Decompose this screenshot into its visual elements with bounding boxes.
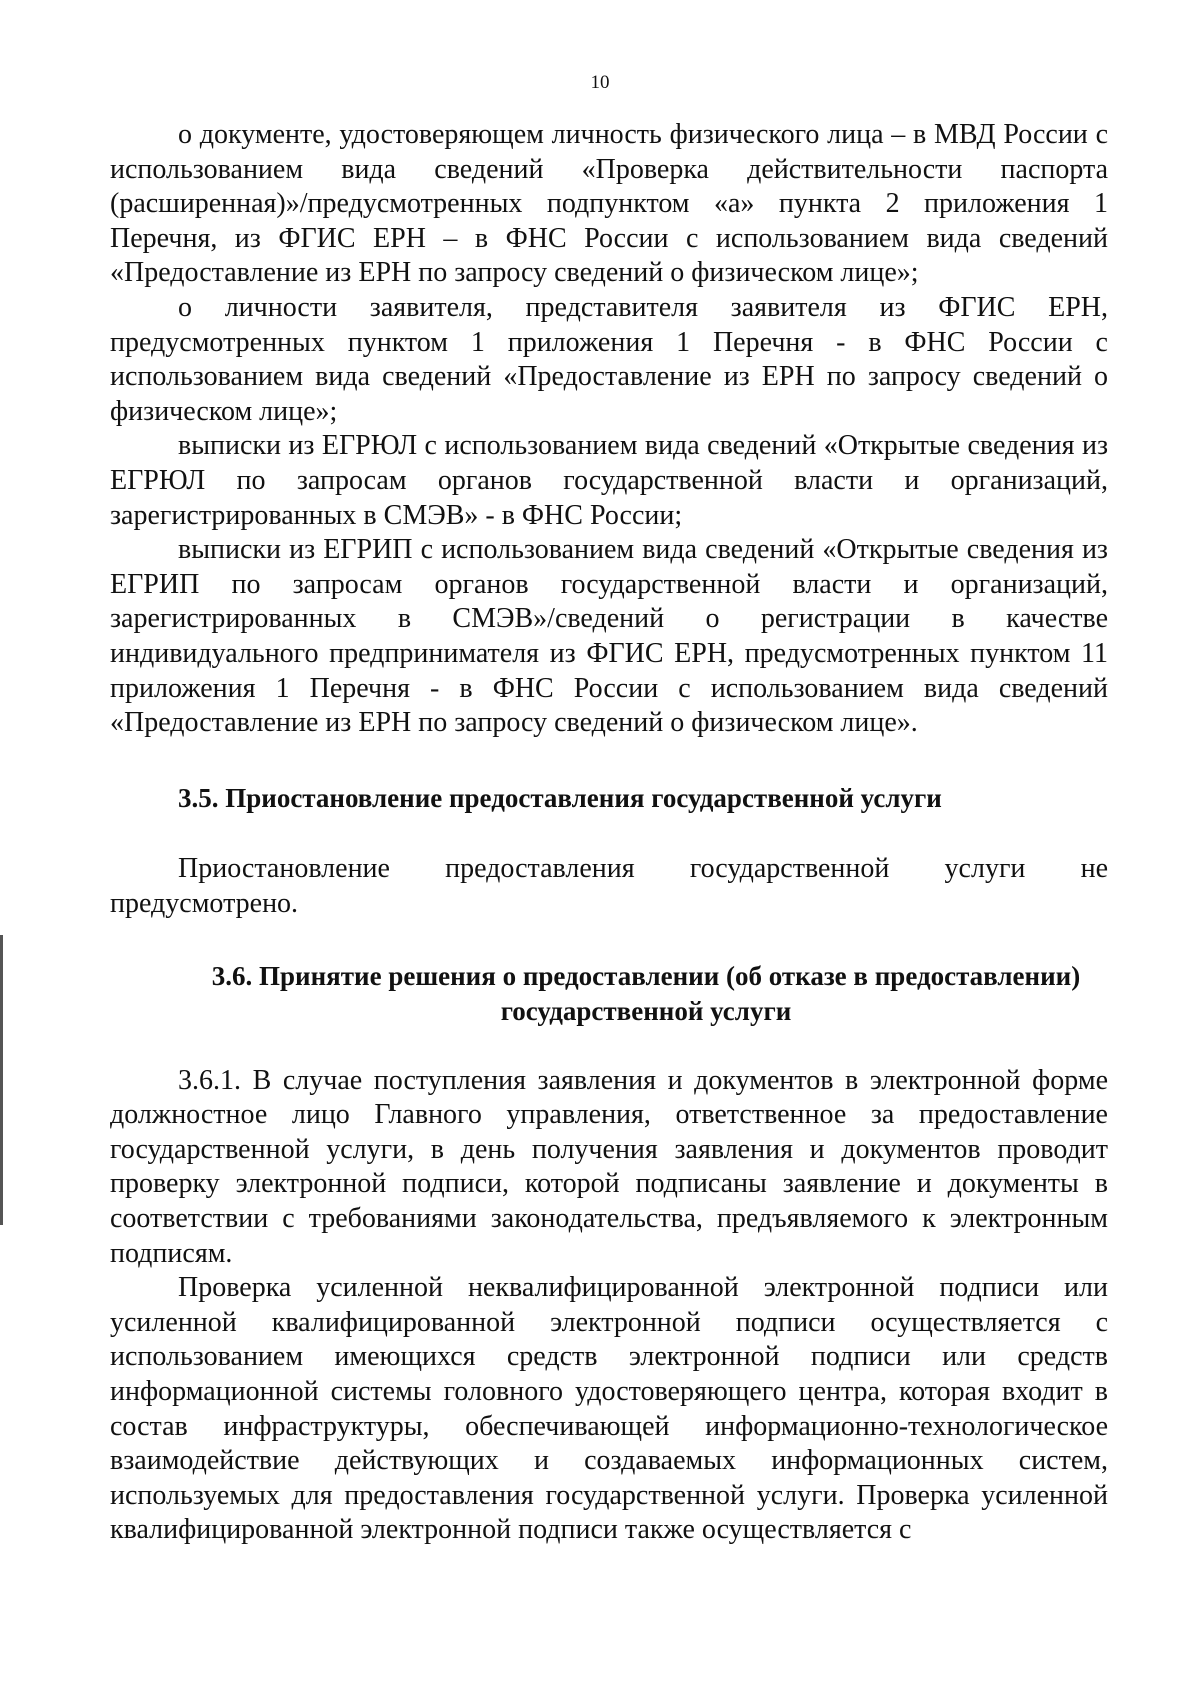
paragraph-passport-info: о документе, удостоверяющем личность физического лица – в МВД России с использованием вида сведений «Проверка действительности паспорта (расширенная)»/предусмотренных подпунктом «а» пункта 2 приложения 1 Перечня, из ФГИС ЕРН – в ФНС России с использованием вида сведений «Предоставление из ЕРН по запросу сведений о физическом лице»;	[110, 119, 1108, 289]
paragraph-signature-check: Проверка усиленной неквалифицированной электронной подписи или усиленной квалифицированной электронной подписи осуществляется с использованием имеющихся средств электронной подписи или средств информационной системы головного удостоверяющего центра, которая входит в состав инфраструктуры, обеспечивающей информационно-технологическое взаимодействие действующих и создаваемых информационных систем, используемых для предоставления государственной услуги. Проверка усиленной квалифицированной электронной подписи также осуществляется с	[110, 1272, 1108, 1546]
paragraph-3-6-1: 3.6.1. В случае поступления заявления и документов в электронной форме должностное лицо Главного управления, ответственное за предоставление государственной услуги, в день получения заявления и документов проводит проверку электронной подписи, которой подписаны заявление и документы в соответствии с требованиями законодательства, предъявляемого к электронным подписям.	[110, 1064, 1108, 1269]
page-content	[110, 118, 1108, 1548]
scan-edge-mark	[0, 935, 3, 1225]
paragraph-egrip-extract: выписки из ЕГРИП с использованием вида сведений «Открытые сведения из ЕГРИП по запросам органов государственной власти и организаций, зарегистрированных в СМЭВ»/сведений о регистрации в качестве индивидуального предпринимателя из ФГИС ЕРН, предусмотренных пунктом 11 приложения 1 Перечня - в ФНС России с использованием вида сведений «Предоставление из ЕРН по запросу сведений о физическом лице».	[110, 534, 1108, 739]
section-3-5-text: Приостановление предоставления государственной услуги не предусмотрено.	[110, 853, 1108, 919]
section-3-6-heading-line1: 3.6. Принятие решения о предоставлении (об отказе в предоставлении)	[211, 961, 1081, 992]
section-3-5-heading: 3.5. Приостановление предоставления государственной услуги	[178, 782, 942, 813]
section-3-6-heading	[110, 959, 1108, 1028]
paragraph-egrul-extract: выписки из ЕГРЮЛ с использованием вида сведений «Открытые сведения из ЕГРЮЛ по запросам органов государственной власти и организаций, зарегистрированных в СМЭВ» - в ФНС России;	[110, 430, 1108, 531]
page-number: 10	[590, 72, 610, 93]
paragraph-applicant-identity: о личности заявителя, представителя заявителя из ФГИС ЕРН, предусмотренных пунктом 1 приложения 1 Перечня - в ФНС России с использованием вида сведений «Предоставление из ЕРН по запросу сведений о физическом лице»;	[110, 291, 1108, 427]
section-3-6-heading-line2: государственной услуги	[500, 996, 792, 1027]
